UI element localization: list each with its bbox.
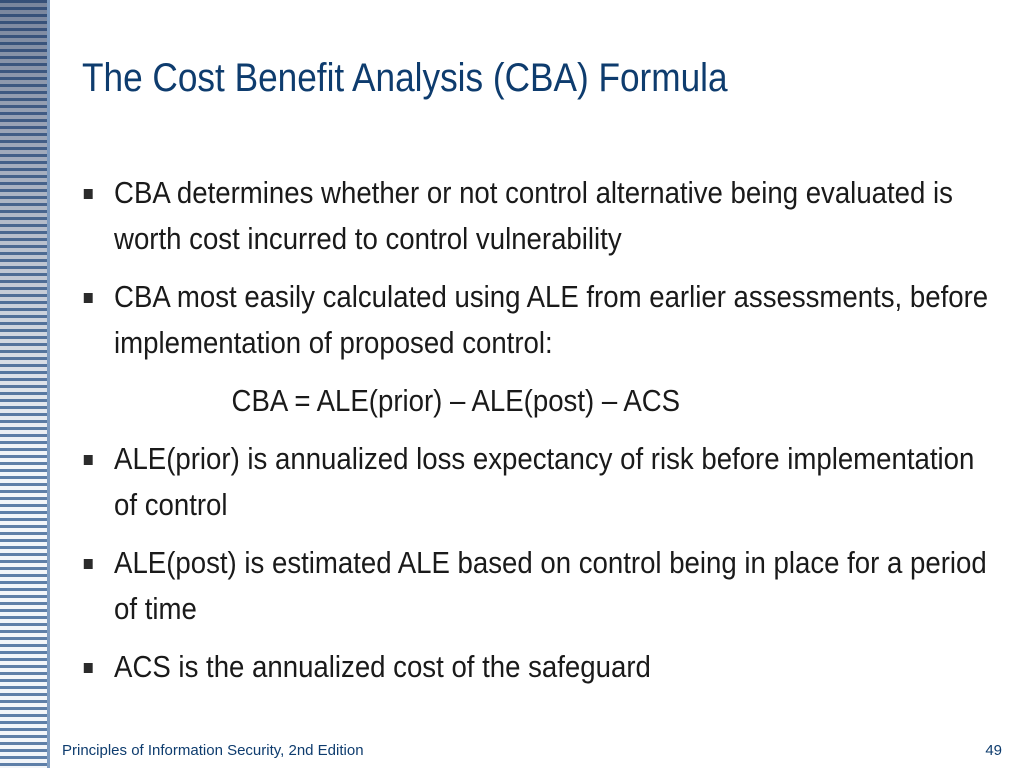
bullet-item (82, 274, 995, 378)
square-bullet-icon (84, 559, 93, 569)
footer-book-title: Principles of Information Security, 2nd Edition (62, 742, 364, 759)
slide-content (82, 170, 989, 690)
bullet-item (82, 540, 995, 644)
square-bullet-icon (84, 663, 93, 673)
bullet-text: CBA most easily calculated using ALE from earlier assessments, before implementation of proposed control: (114, 279, 989, 360)
footer-page-number: 49 (985, 742, 1002, 759)
bullet-item (82, 436, 995, 540)
bullet-item (82, 644, 995, 690)
bullet-text: CBA determines whether or not control alternative being evaluated is worth cost incurred to control vulnerability (114, 175, 953, 256)
slide-title: The Cost Benefit Analysis (CBA) Formula (82, 56, 728, 100)
bullet-item (82, 170, 995, 274)
bullet-text: ACS is the annualized cost of the safeguard (114, 649, 651, 684)
bullet-text: ALE(prior) is annualized loss expectancy of risk before implementation of control (114, 441, 975, 522)
bullet-text: ALE(post) is estimated ALE based on control being in place for a period of time (114, 545, 987, 626)
square-bullet-icon (84, 189, 93, 199)
side-bar-edge (47, 0, 50, 768)
decorative-side-bar (0, 0, 50, 768)
cba-formula: CBA = ALE(prior) – ALE(post) – ACS (231, 383, 681, 418)
square-bullet-icon (84, 293, 93, 303)
square-bullet-icon (84, 455, 93, 465)
